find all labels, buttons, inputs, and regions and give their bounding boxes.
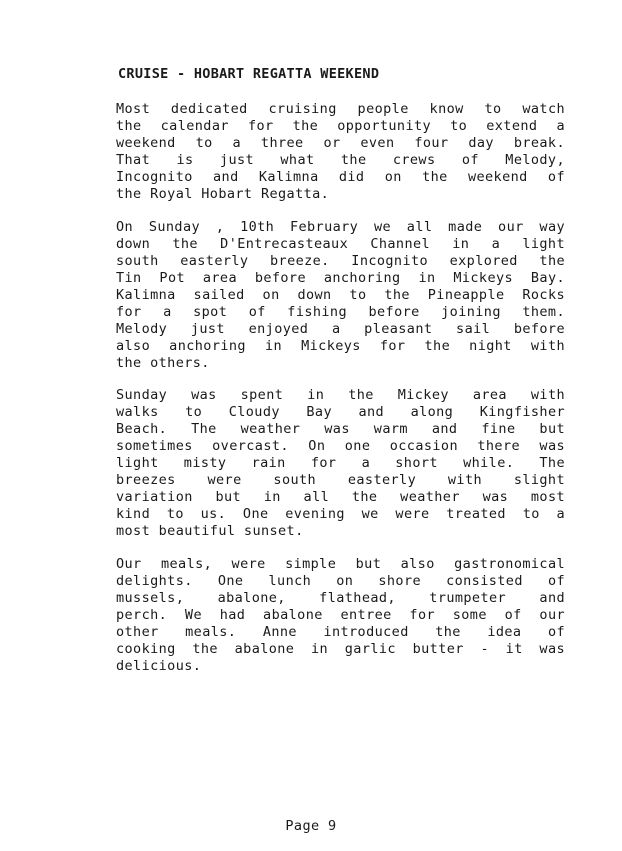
text-line: That is just what the crews of Melody, [116,152,565,168]
page-title: CRUISE - HOBART REGATTA WEEKEND [118,66,380,82]
text-line: the calendar for the opportunity to extend a [116,118,565,134]
text-line: the others. [116,355,210,371]
text-line: Our meals, were simple but also gastronomical [116,556,565,572]
text-line: Sunday was spent in the Mickey area with [116,387,565,403]
text-line: perch. We had abalone entree for some of our [116,607,565,623]
text-line: weekend to a three or even four day break. [116,135,565,151]
text-line: other meals. Anne introduced the idea of [116,624,565,640]
paragraph-4 [116,556,565,675]
text-line: light misty rain for a short while. The [116,455,565,471]
text-line: delicious. [116,658,202,674]
text-line: south easterly breeze. Incognito explored the [116,253,565,269]
text-line: walks to Cloudy Bay and along Kingfisher [116,404,565,420]
text-line: On Sunday , 10th February we all made our way [116,219,565,235]
text-line: down the D'Entrecasteaux Channel in a light [116,236,565,252]
text-line: Beach. The weather was warm and fine but [116,421,565,437]
paragraph-1 [116,101,565,203]
text-line: Kalimna sailed on down to the Pineapple Rocks [116,287,565,303]
text-line: mussels, abalone, flathead, trumpeter and [116,590,565,606]
page-number: Page 9 [285,818,337,834]
paragraph-3 [116,387,565,540]
text-line: kind to us. One evening we were treated to a [116,506,565,522]
text-line: sometimes overcast. On one occasion there was [116,438,565,454]
text-line: Most dedicated cruising people know to watch [116,101,565,117]
text-line: delights. One lunch on shore consisted of [116,573,565,589]
text-line: breezes were south easterly with slight [116,472,565,488]
text-line: Tin Pot area before anchoring in Mickeys Bay. [116,270,565,286]
text-line: cooking the abalone in garlic butter - it was [116,641,565,657]
text-line: also anchoring in Mickeys for the night with [116,338,565,354]
text-line: the Royal Hobart Regatta. [116,186,330,202]
text-line: most beautiful sunset. [116,523,304,539]
text-line: Incognito and Kalimna did on the weekend of [116,169,565,185]
text-line: Melody just enjoyed a pleasant sail before [116,321,565,337]
paragraph-2 [116,219,565,372]
text-line: for a spot of fishing before joining them. [116,304,565,320]
text-line: variation but in all the weather was most [116,489,565,505]
